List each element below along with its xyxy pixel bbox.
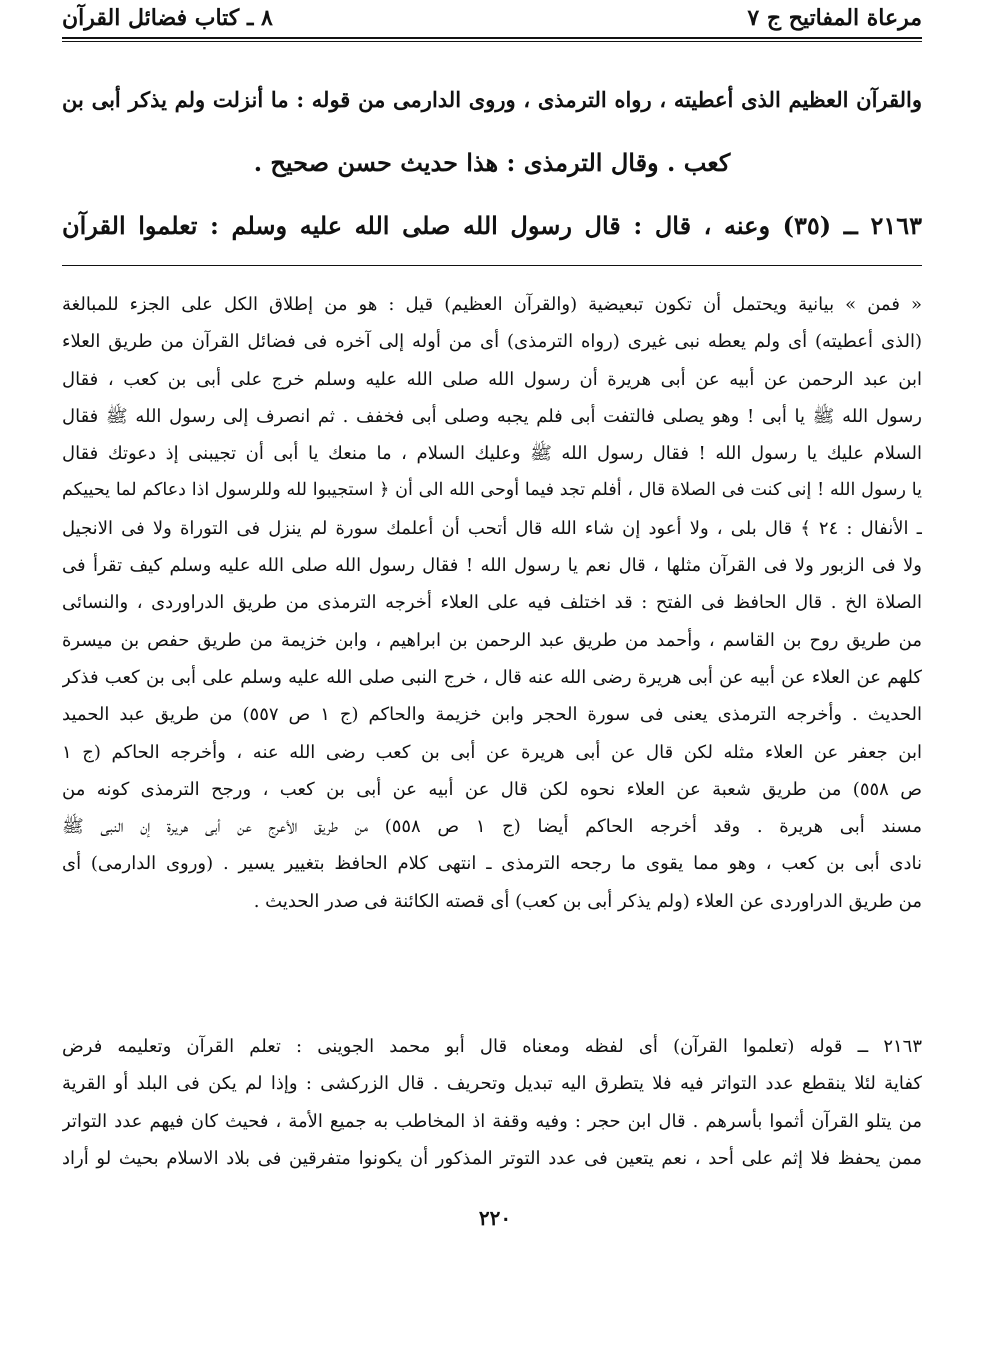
chapter-title: ٨ ـ كتاب فضائل القرآن bbox=[62, 5, 273, 31]
commentary-line: رسول الله ﷺ يا أبى ! وهو يصلى فالتفت أبى فلم يجبه وصلى أبى فخفف . ثم انصرف إلى رسول الله ﷺ فقال bbox=[62, 405, 922, 427]
header-rule-thin bbox=[62, 41, 922, 42]
commentary-line: من طريق روح بن القاسم ، وأحمد من طريق عبد الرحمن بن ابراهيم ، وابن خزيمة من طريق حفص بن ميسرة bbox=[62, 629, 922, 651]
commentary-line: ابن عبد الرحمن عن أبيه عن أبى هريرة أن رسول الله صلى الله عليه وسلم خرج على أبى بن كعب ، فقال bbox=[62, 368, 922, 390]
main-line: والقرآن العظيم الذى أعطيته ، رواه الترمذى ، وروى الدارمى من قوله : ما أنزلت ولم يذكر أبى بن bbox=[62, 87, 922, 112]
commentary-line: ولا فى الزبور ولا فى القرآن مثلها ، قال نعم يا رسول الله ! فقال رسول الله صلى الله عليه وسلم كيف تقرأ فى bbox=[62, 555, 922, 577]
commentary-line: يا رسول الله ! إنى كنت فى الصلاة قال ، أفلم تجد فيما أوحى الله الى أن ﴿ استجيبوا لله وللرسول اذا دعاكم لما يحييكم bbox=[62, 480, 922, 501]
main-hadith-text bbox=[62, 68, 922, 257]
commentary-block bbox=[62, 286, 922, 920]
commentary-line: السلام عليك يا رسول الله ! فقال رسول الله ﷺ وعليك السلام ، ما منعك يا أبى أن تجيبنى إذ دعوتك فقال bbox=[62, 443, 922, 465]
commentary-line: « فمن » بيانية ويحتمل أن تكون تبعيضية (والقرآن العظيم) قيل : هو من إطلاق الكل على الجزء للمبالغة bbox=[62, 294, 922, 315]
commentary-line: ٢١٦٣ ــ قوله (تعلموا القرآن) أى لفظه ومعناه قال أبو محمد الجوينى : تعلم القرآن وتعليمه فرض bbox=[62, 1036, 922, 1057]
commentary-line: من يتلو القرآن أثموا بأسرهم . قال ابن حجر : وفيه وقفة اذ المخاطب به جميع الأمة ، فحيث كان فيهم عدد التواتر bbox=[62, 1110, 922, 1132]
text-separator bbox=[62, 265, 922, 266]
commentary-line: (الذى أعطيته) أى ولم يعطه نبى غيرى (رواه الترمذى) أى من أوله إلى آخره فى فضائل القرآن من طريق العلاء bbox=[62, 331, 922, 353]
commentary-line: من طريق الدراوردى عن العلاء (ولم يذكر أبى بن كعب) أى قصته الكائنة فى صدر الحديث . bbox=[253, 890, 922, 912]
commentary-line: الحديث . وأخرجه الترمذى يعنى فى سورة الحجر وابن خزيمة والحاكم (ج ١ ص ٥٥٧) من طريق عبد الحميد bbox=[62, 704, 922, 726]
commentary-line: كلهم عن العلاء عن أبيه عن أبى هريرة رضى الله عنه قال ، خرج النبى صلى الله عليه وسلم على أبى بن كعب فذكر bbox=[62, 666, 922, 688]
commentary-line: مسند أبى هريرة . وقد أخرجه الحاكم أيضا (ج ١ ص ٥٥٨) من طريق الأعرج عن أبى هريرة إن النبى ﷺ bbox=[62, 816, 922, 838]
commentary-line: ص ٥٥٨) من طريق شعبة عن العلاء نحوه لكن قال عن أبيه عن أبى بن كعب ، ورجح الترمذى كونه من bbox=[62, 778, 922, 800]
commentary-line: ممن يحفظ فلا إثم على أحد ، نعم يتعين فى عدد التوتر المذكور أن يكونوا متفرقين فى بلاد الاسلام بحيث لو أراد bbox=[62, 1147, 922, 1169]
commentary-line: نادى أبى بن كعب ، وهو مما يقوى ما رجحه الترمذى ـ انتهى كلام الحافظ بتغيير يسير . (وروى الدارمى) أى bbox=[62, 853, 922, 875]
commentary-line: كفاية لئلا ينقطع عدد التواتر فيه فلا يتطرق اليه تبديل وتحريف . قال الزركشى : وإذا لم يكن فى البلد أو القرية bbox=[62, 1073, 922, 1095]
page-number: ٢٢٠ bbox=[478, 1206, 512, 1230]
commentary-line: الصلاة الخ . قال الحافظ فى الفتح : قد اختلف فيه على العلاء أخرجه الترمذى من طريق الدراوردى ، والنسائى bbox=[62, 592, 922, 614]
main-line: ٢١٦٣ ــ (٣٥) وعنه ، قال : قال رسول الله صلى الله عليه وسلم : تعلموا القرآن bbox=[62, 211, 922, 240]
main-line: كعب . وقال الترمذى : هذا حديث حسن صحيح . bbox=[253, 148, 731, 177]
commentary-line: ابن جعفر عن العلاء مثله لكن قال عن أبى هريرة عن أبى بن كعب رضى الله عنه ، وأخرجه الحاكم (ج ١ bbox=[62, 741, 922, 763]
header-rule bbox=[62, 37, 922, 39]
running-header bbox=[62, 0, 922, 36]
commentary-line: ـ الأنفال : ٢٤ ﴾ قال بلى ، ولا أعود إن شاء الله قال أتحب أن أعلمك سورة لم ينزل فى التوراة ولا فى الانجيل bbox=[62, 517, 922, 539]
book-title: مرعاة المفاتيح ج ٧ bbox=[747, 5, 922, 31]
commentary-section-2163 bbox=[62, 1028, 922, 1177]
